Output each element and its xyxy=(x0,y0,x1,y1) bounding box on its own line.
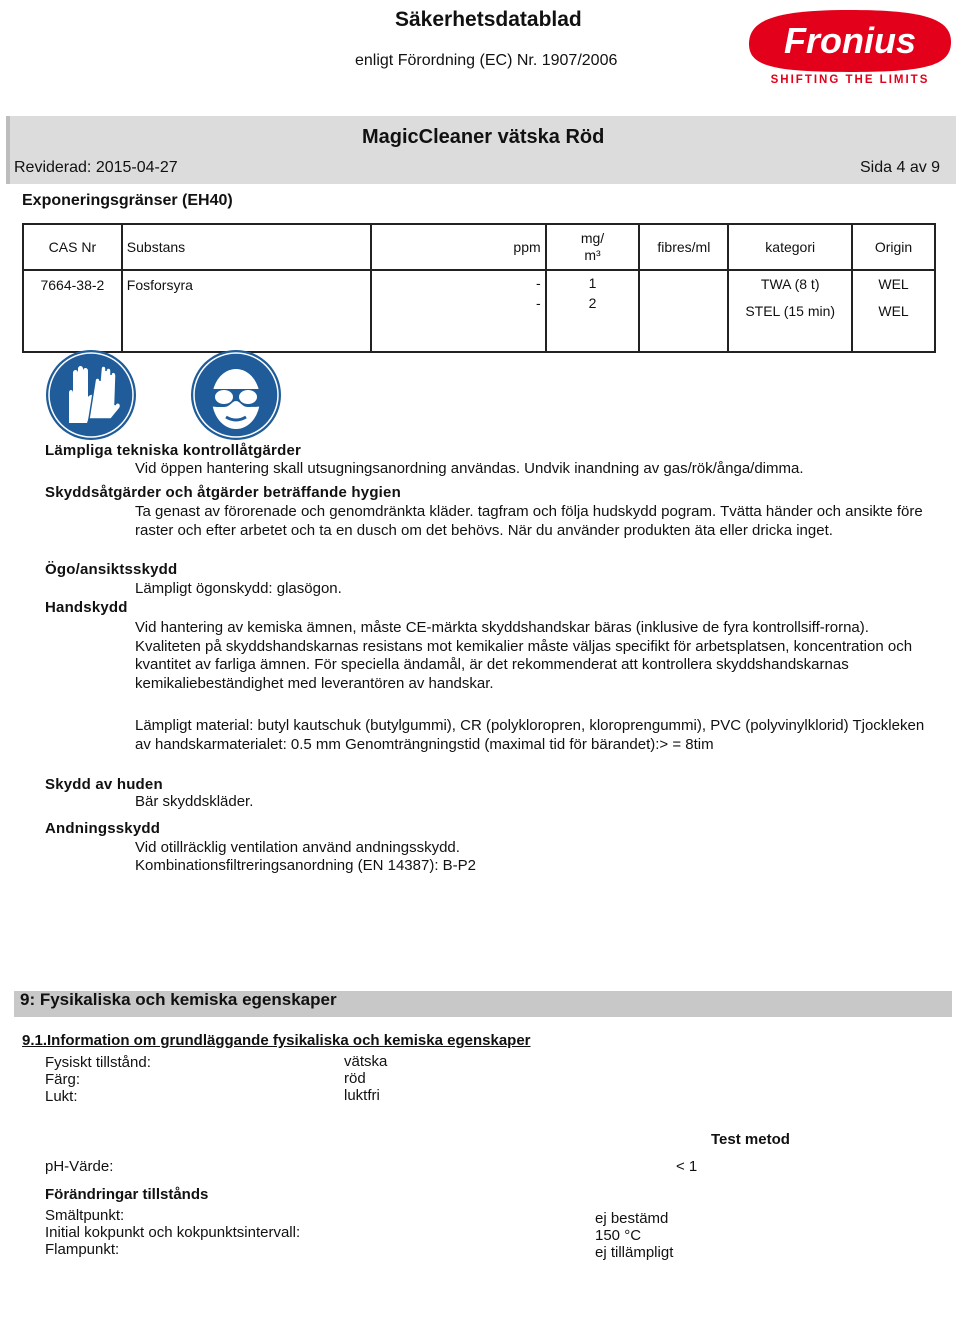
mgm3-value-1: 1 xyxy=(588,275,597,291)
technical-controls-text: Vid öppen hantering skall utsugningsanordning användas. Undvik inandning av gas/rök/ånga/dimma. xyxy=(135,460,804,477)
boiling-point-label: Initial kokpunkt och kokpunktsintervall: xyxy=(45,1224,301,1241)
hand-protection-text: Vid hantering av kemiska ämnen, måste CE-märkta skyddshandskar bäras (inklusive de fyra kontrollsiff-rorna). Kvaliteten på skyddshandskarnas resistans mot kemikalier måste väljas specifikt för arbetsplatsen, koncentration och kvantitet av farliga ämnen. För speciella ändamål, är det rekommenderat att kontrollera skyddshandskarnas kemikaliebeständighet med leverantören av handskar. xyxy=(135,619,913,692)
skin-protection-text: Bär skyddskläder. xyxy=(135,793,254,810)
col-fibres: fibres/ml xyxy=(639,224,728,270)
ph-label: pH-Värde: xyxy=(45,1158,114,1175)
col-origin: Origin xyxy=(852,224,935,270)
prop-label-color: Färg: xyxy=(45,1071,81,1088)
cell-mgm3 xyxy=(546,270,640,352)
origin-value-1: WEL xyxy=(878,276,909,292)
respiratory-protection-text-2: Kombinationsfiltreringsanordning (EN 14387): B-P2 xyxy=(135,857,477,874)
cell-substance: Fosforsyra xyxy=(122,270,371,352)
hand-protection-title: Handskydd xyxy=(45,599,128,616)
col-ppm: ppm xyxy=(371,224,546,270)
product-name: MagicCleaner vätska Röd xyxy=(362,126,605,148)
prop-label-state: Fysiskt tillstånd: xyxy=(45,1054,151,1071)
prop-value-color: röd xyxy=(344,1070,366,1087)
category-value-1: TWA (8 t) xyxy=(760,276,820,292)
test-method-header: Test metod xyxy=(711,1131,790,1148)
technical-controls-title: Lämpliga tekniska kontrollåtgärder xyxy=(45,442,302,459)
ppm-value-1: - xyxy=(535,275,541,291)
ppm-value-2: - xyxy=(535,295,541,311)
logo-wordmark: Fronius xyxy=(784,20,916,61)
table-row xyxy=(23,270,935,352)
respiratory-protection-title: Andningsskydd xyxy=(45,820,161,837)
section-9-1-title: 9.1.Information om grundläggande fysikaliska och kemiska egenskaper xyxy=(22,1032,531,1049)
flash-point-label: Flampunkt: xyxy=(45,1241,120,1258)
cell-ppm xyxy=(371,270,546,352)
exposure-limits-table xyxy=(22,223,936,353)
prop-value-state: vätska xyxy=(344,1053,388,1070)
category-value-2: STEL (15 min) xyxy=(745,303,836,319)
state-changes-title: Förändringar tillstånds xyxy=(45,1186,209,1203)
cell-origin xyxy=(852,270,935,352)
col-cas: CAS Nr xyxy=(23,224,122,270)
boiling-point-value: 150 °C xyxy=(595,1227,642,1244)
col-category: kategori xyxy=(728,224,852,270)
melting-point-value: ej bestämd xyxy=(595,1210,669,1227)
cell-cas: 7664-38-2 xyxy=(23,270,122,352)
eye-protection-title: Ögo/ansiktsskydd xyxy=(45,561,178,578)
respiratory-protection-text-1: Vid otillräcklig ventilation använd andningsskydd. xyxy=(135,839,460,856)
table-header-row xyxy=(23,224,935,270)
skin-protection-title: Skydd av huden xyxy=(45,776,163,793)
col-substance: Substans xyxy=(122,224,371,270)
regulation-subtitle: enligt Förordning (EC) Nr. 1907/2006 xyxy=(355,52,618,69)
mgm3-value-2: 2 xyxy=(588,295,597,311)
cell-fibres xyxy=(639,270,728,352)
melting-point-label: Smältpunkt: xyxy=(45,1207,125,1224)
fronius-logo xyxy=(745,6,955,86)
hygiene-title: Skyddsåtgärder och åtgärder beträffande hygien xyxy=(45,484,401,501)
goggles-icon xyxy=(190,349,282,441)
origin-value-2: WEL xyxy=(878,303,909,319)
gloves-icon xyxy=(45,349,137,441)
flash-point-value: ej tillämpligt xyxy=(595,1244,674,1261)
prop-label-odor: Lukt: xyxy=(45,1088,78,1105)
col-mgm3: mg/ m³ xyxy=(546,224,640,270)
page-number: Sida 4 av 9 xyxy=(860,159,941,176)
glove-material-text: Lämpligt material: butyl kautschuk (butylgummi), CR (polykloropren, kloroprengummi), PVC (polyvinylklorid) Tjockleken av handskarmaterialet: 0.5 mm Genomträngningstid (maximal tid för bärandet):> = 8tim xyxy=(135,717,925,753)
eye-protection-text: Lämpligt ögonskydd: glasögon. xyxy=(135,580,342,597)
section-9-title: 9: Fysikaliska och kemiska egenskaper xyxy=(20,990,337,1009)
ph-value: < 1 xyxy=(676,1158,698,1175)
logo-tagline: SHIFTING THE LIMITS xyxy=(770,74,930,86)
exposure-limits-title: Exponeringsgränser (EH40) xyxy=(22,192,233,209)
document-title: Säkerhetsdatablad xyxy=(395,8,582,31)
cell-category xyxy=(728,270,852,352)
hygiene-text: Ta genast av förorenade och genomdränkta kläder. tagfram och följa hudskydd pogram. Tvätta händer och ansikte före raster och efter arbetet och ta en dusch om det behövs. När du använder produkten äta eller dricka inget. xyxy=(135,503,923,539)
prop-value-odor: luktfri xyxy=(344,1087,380,1104)
revision-date: Reviderad: 2015-04-27 xyxy=(14,159,178,176)
